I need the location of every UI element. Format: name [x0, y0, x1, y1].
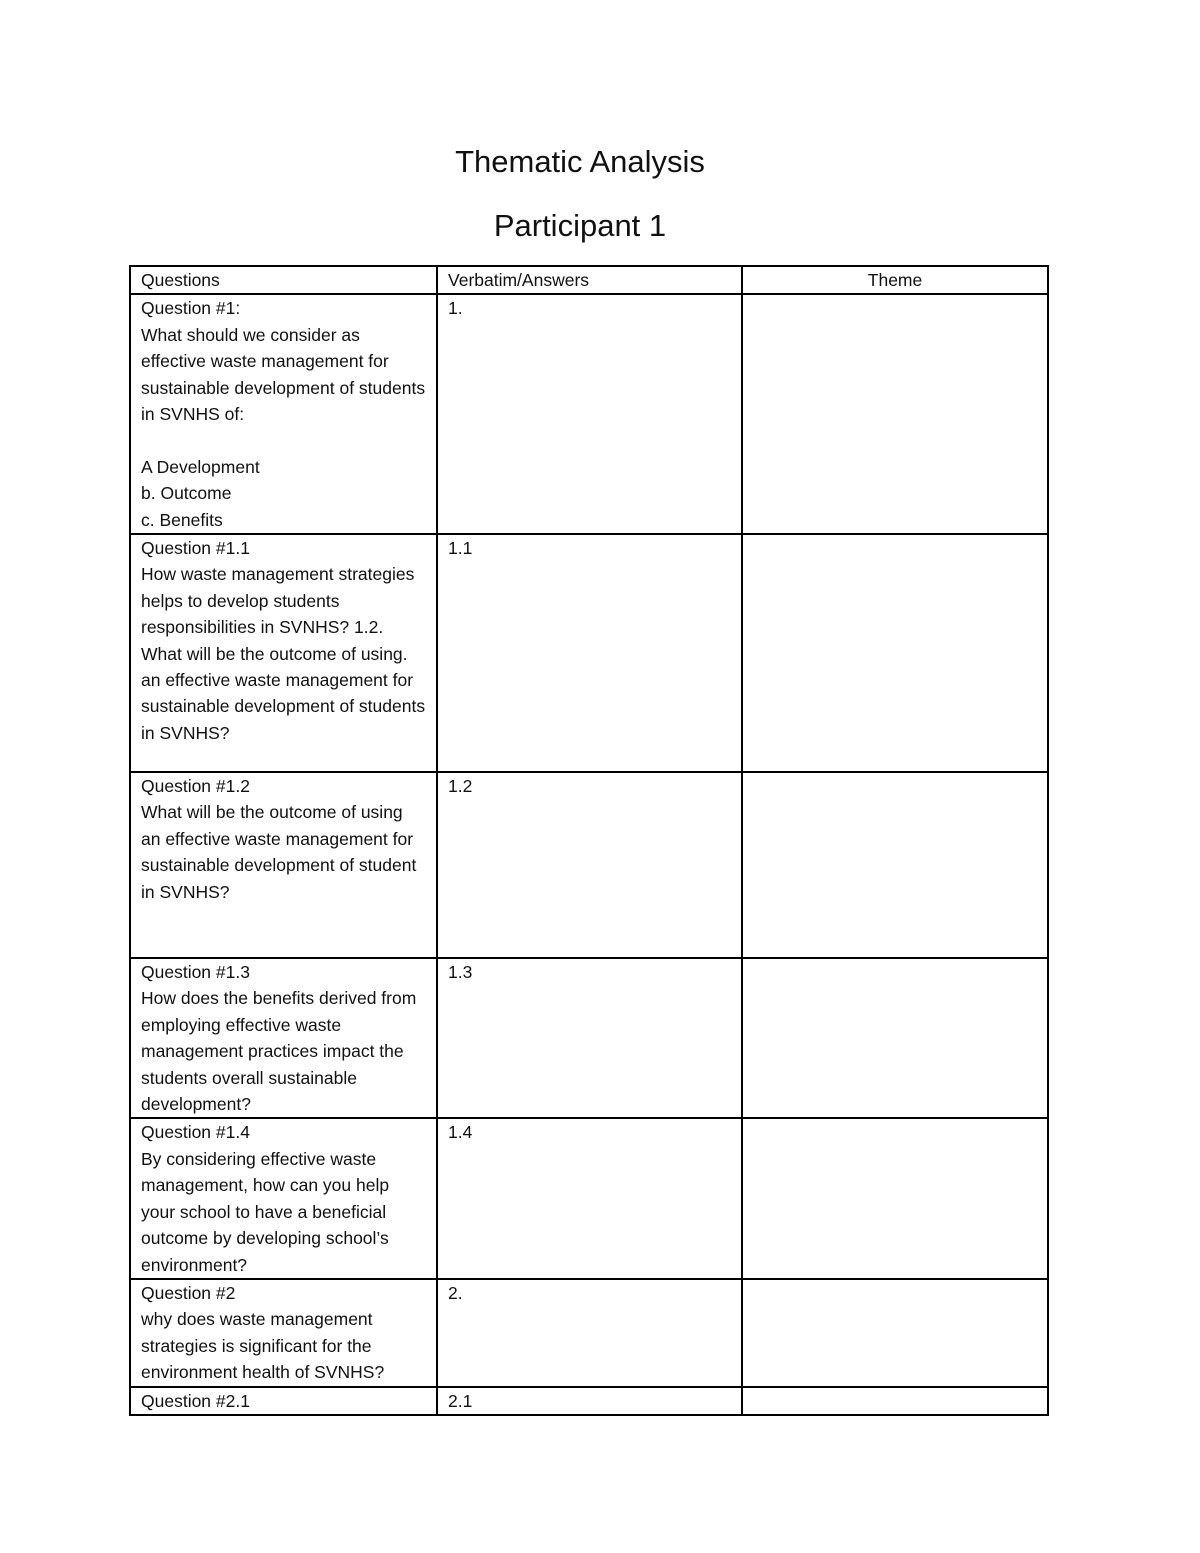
question-text: How does the benefits derived from employing effective waste management practices impact the students overall sustainable development? [141, 988, 417, 1115]
question-text: How waste management strategies helps to develop students responsibilities in SVNHS? 1.2. What will be the outcome of using. an effective waste management for sustainable development of students in SVNHS? [141, 564, 426, 743]
question-title: Question #1: [141, 298, 241, 319]
answer-cell: 1. [437, 294, 742, 534]
question-title: Question #2 [141, 1282, 236, 1303]
question-text: What should we consider as effective waste management for sustainable development of students in SVNHS of: [141, 324, 426, 425]
theme-cell [742, 958, 1048, 1118]
question-cell [130, 772, 437, 958]
header-theme: Theme [742, 266, 1048, 294]
question-title: Question #1.1 [141, 538, 250, 559]
question-option: b. Outcome [141, 483, 232, 504]
question-title: Question #1.2 [141, 776, 250, 797]
answer-cell: 2. [437, 1279, 742, 1387]
answer-cell: 1.3 [437, 958, 742, 1118]
table-row [130, 534, 1048, 772]
theme-cell [742, 534, 1048, 772]
header-verbatim-answers: Verbatim/Answers [437, 266, 742, 294]
theme-cell [742, 1118, 1048, 1278]
table-row [130, 1279, 1048, 1387]
table-row [130, 1118, 1048, 1278]
question-cell [130, 1118, 437, 1278]
question-spacer [141, 427, 426, 453]
question-title: Question #2.1 [141, 1390, 250, 1411]
answer-cell: 1.1 [437, 534, 742, 772]
theme-cell [742, 294, 1048, 534]
answer-cell: 1.4 [437, 1118, 742, 1278]
answer-cell: 2.1 [437, 1387, 742, 1415]
question-option: A Development [141, 456, 260, 477]
page-subtitle: Participant 1 [493, 208, 667, 243]
question-option: c. Benefits [141, 509, 223, 530]
question-text: By considering effective waste management, how can you help your school to have a beneficial outcome by developing school’s environment? [141, 1148, 390, 1275]
question-cell [130, 1387, 437, 1415]
question-text: why does waste management strategies is significant for the environment health of SVNHS? [141, 1309, 385, 1383]
question-cell [130, 534, 437, 772]
question-cell [130, 958, 437, 1118]
analysis-table [129, 265, 1049, 1416]
theme-cell [742, 1387, 1048, 1415]
question-title: Question #1.3 [141, 962, 250, 983]
question-cell [130, 1279, 437, 1387]
table-row [130, 958, 1048, 1118]
question-title: Question #1.4 [141, 1122, 250, 1143]
header-questions: Questions [130, 266, 437, 294]
question-cell [130, 294, 437, 534]
question-text: What will be the outcome of using an effective waste management for sustainable development of student in SVNHS? [141, 802, 417, 902]
theme-cell [742, 772, 1048, 958]
table-row [130, 294, 1048, 534]
table-header-row [130, 266, 1048, 294]
answer-cell: 1.2 [437, 772, 742, 958]
theme-cell [742, 1279, 1048, 1387]
table-row [130, 772, 1048, 958]
page-title: Thematic Analysis [455, 144, 705, 179]
table-row [130, 1387, 1048, 1415]
